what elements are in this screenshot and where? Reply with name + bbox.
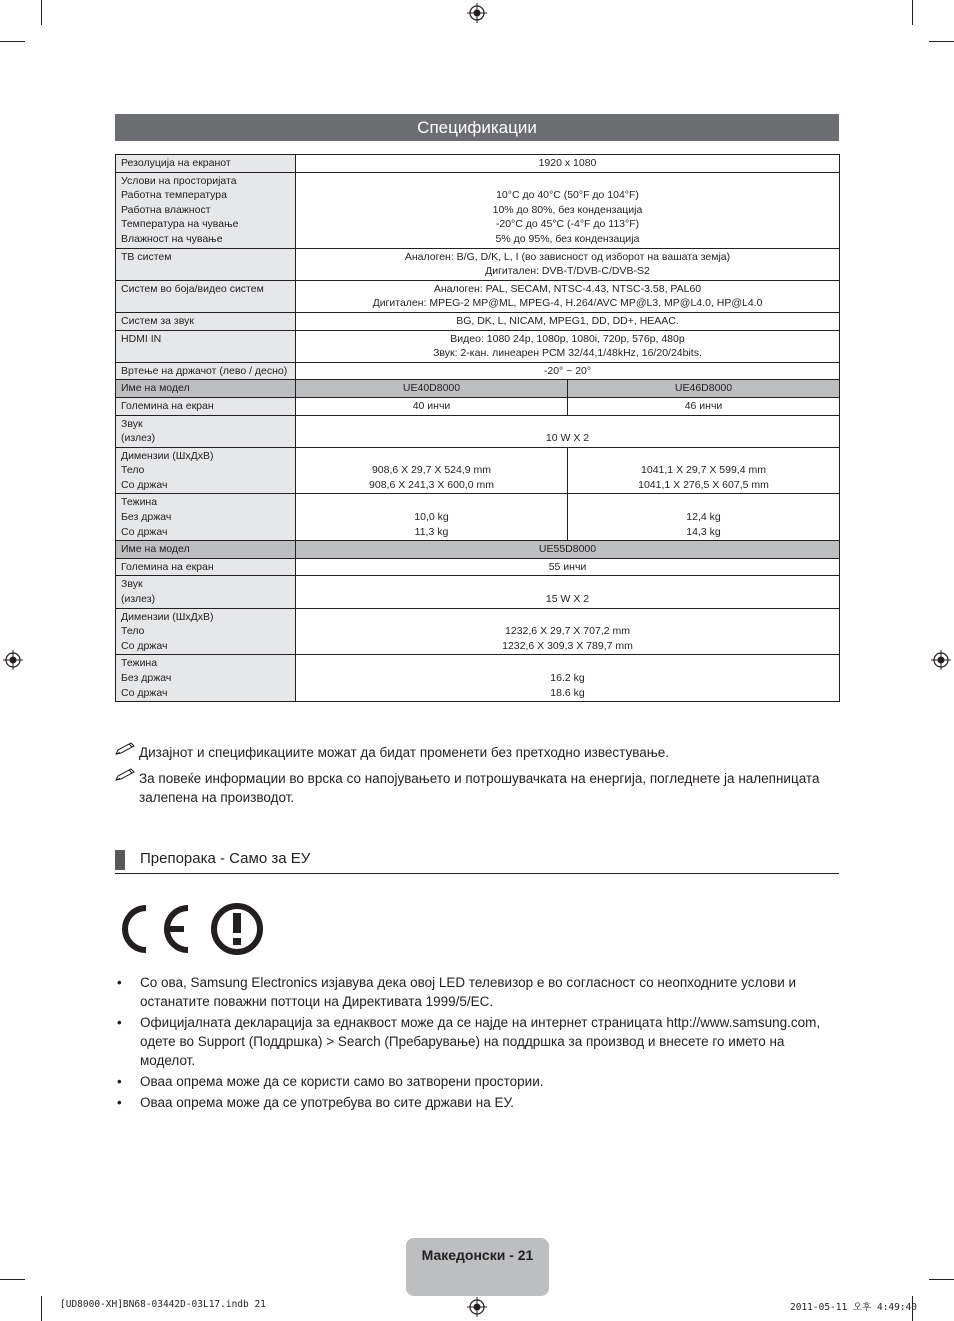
spec-value bbox=[296, 155, 840, 173]
table-row bbox=[116, 155, 840, 173]
spec-label-line: Со држач bbox=[121, 478, 168, 491]
table-row bbox=[116, 362, 840, 380]
spec-value-line: Аналоген: PAL, SECAM, NTSC-4.43, NTSC-3.58, PAL60 bbox=[433, 282, 702, 295]
spec-value bbox=[296, 608, 840, 655]
crop-mark bbox=[41, 1296, 42, 1321]
spec-value-line: 15 W X 2 bbox=[545, 593, 590, 606]
spec-label-line: Без држач bbox=[121, 511, 172, 524]
spec-value-line: 908,6 X 241,3 X 600,0 mm bbox=[369, 478, 494, 491]
spec-label-line: Систем во боја/видео систем bbox=[121, 282, 264, 295]
registration-mark-icon bbox=[467, 1297, 487, 1317]
crop-mark bbox=[912, 0, 913, 25]
spec-value-line: 11,3 kg bbox=[414, 525, 449, 538]
spec-label-line: Големина на екран bbox=[121, 399, 214, 412]
spec-label-line: Влажност на чување bbox=[121, 232, 223, 245]
spec-value-line: Дигитален: MPEG-2 MP@ML, MPEG-4, H.264/AVC MP@L3, MP@L4.0, HP@L4.0 bbox=[372, 297, 763, 310]
note bbox=[115, 743, 839, 762]
spec-label bbox=[116, 447, 296, 494]
spec-label-line: Работна температура bbox=[121, 189, 227, 202]
spec-value-line: 1232,6 X 29,7 X 707,2 mm bbox=[505, 625, 630, 638]
spec-value-line: 16.2 kg bbox=[550, 672, 585, 684]
spec-value-line: 5% до 95%, без кондензација bbox=[495, 232, 640, 245]
spec-label-line: Тело bbox=[121, 625, 145, 638]
table-row bbox=[116, 494, 840, 541]
spec-value-line: 1232,6 X 309,3 X 789,7 mm bbox=[502, 639, 633, 652]
spec-value-line: 40 инчи bbox=[412, 399, 451, 412]
spec-label-line: Тело bbox=[121, 464, 145, 477]
model-name-value bbox=[296, 541, 840, 559]
spec-value-line: BG, DK, L, NICAM, MPEG1, DD, DD+, HEAAC. bbox=[456, 314, 679, 327]
model-name: UE40D8000 bbox=[402, 382, 461, 395]
list-item: • Официјалната декларација за еднаквост може да се најде на интернет страницата http://www.samsung.com, одете во Support (Поддршка) > Search (Пребарување) на поддршка за производ и внесете го името на моделот. bbox=[115, 1013, 839, 1070]
spec-label-line: Со држач bbox=[121, 686, 168, 699]
spec-value-line: Звук: 2-кан. линеарен PCM 32/44,1/48kHz, 16/20/24bits. bbox=[433, 347, 702, 360]
spec-value bbox=[296, 172, 840, 248]
model-name-value-line: UE55D8000 bbox=[538, 543, 597, 556]
spec-value bbox=[296, 397, 568, 415]
spec-value-line: Видео: 1080 24p, 1080p, 1080i, 720p, 576p, 480p bbox=[450, 332, 685, 345]
spec-value bbox=[296, 415, 840, 447]
spec-table bbox=[115, 154, 840, 702]
spec-label-line: Големина на екран bbox=[121, 560, 214, 573]
table-row bbox=[116, 248, 840, 280]
footer-file-info: [UD8000-XH]BN68-03442D-03L17.indb 21 bbox=[60, 1299, 266, 1310]
model-name-label-line: Име на модел bbox=[121, 543, 190, 556]
registration-mark-icon bbox=[931, 650, 951, 670]
table-row bbox=[116, 576, 840, 608]
spec-label bbox=[116, 362, 296, 380]
model-name-label bbox=[116, 380, 296, 398]
table-row bbox=[116, 655, 840, 702]
spec-value bbox=[296, 330, 840, 362]
model-name-value bbox=[296, 380, 568, 398]
spec-value-line: 14,3 kg bbox=[686, 525, 721, 538]
page-title: Спецификации bbox=[115, 114, 839, 141]
section-divider bbox=[115, 873, 839, 874]
spec-label-line: Услови на просторијата bbox=[121, 174, 237, 187]
note-text: Дизајнот и спецификациите можат да бидат променети без претходно известување. bbox=[139, 745, 669, 760]
spec-label-line: Димензии (ШxДxВ) bbox=[121, 610, 214, 623]
spec-value bbox=[296, 558, 840, 576]
spec-label-line: ТВ систем bbox=[121, 250, 172, 263]
spec-label-line: Вртење на држачот (лево / десно) bbox=[121, 364, 288, 377]
table-row bbox=[116, 330, 840, 362]
page-number: Македонски - 21 bbox=[421, 1247, 534, 1263]
pencil-note-icon bbox=[115, 768, 137, 784]
spec-value-line: Дигитален: DVB-T/DVB-C/DVB-S2 bbox=[485, 265, 650, 278]
spec-label-line: Звук bbox=[121, 578, 143, 591]
spec-value-line: 908,6 X 29,7 X 524,9 mm bbox=[371, 464, 492, 477]
table-row bbox=[116, 397, 840, 415]
table-row bbox=[116, 608, 840, 655]
spec-label-line: Работна влажност bbox=[121, 203, 211, 216]
list-item: • Со ова, Samsung Electronics изјавува дека овој LED телевизор е во согласност со неопходните услови и останатите поважни поттоци на Директивата 1999/5/EC. bbox=[115, 973, 839, 1011]
table-row bbox=[116, 172, 840, 248]
spec-value bbox=[296, 494, 568, 541]
spec-value-line: 46 инчи bbox=[684, 399, 723, 412]
spec-value bbox=[296, 362, 840, 380]
spec-value bbox=[296, 655, 840, 702]
spec-label-line: Звук bbox=[121, 417, 143, 430]
spec-value-line: 10,0 kg bbox=[414, 511, 449, 524]
section-title: Препорака - Само за ЕУ bbox=[140, 850, 311, 867]
table-row bbox=[116, 541, 840, 559]
spec-value bbox=[296, 447, 568, 494]
registration-mark-icon bbox=[3, 650, 23, 670]
note-text: За повеќе информации во врска со напојувањето и потрошувачката на енергија, погледнете ја налепницата залепена на производот. bbox=[139, 771, 820, 805]
footer-timestamp: 2011-05-11 오후 4:49:40 bbox=[790, 1302, 918, 1313]
crop-mark bbox=[41, 0, 42, 25]
spec-value bbox=[568, 397, 840, 415]
spec-label-line: Тежина bbox=[121, 657, 158, 670]
model-name-label bbox=[116, 541, 296, 559]
spec-value-line: Аналоген: B/G, D/K, L, I (во зависност од изборот на вашата земја) bbox=[404, 250, 731, 263]
model-name-value bbox=[568, 380, 840, 398]
ce-alert-logo-icon bbox=[118, 900, 268, 958]
crop-mark bbox=[929, 1279, 954, 1280]
registration-mark-icon bbox=[467, 3, 487, 23]
pencil-note-icon bbox=[115, 742, 137, 758]
note bbox=[115, 769, 839, 807]
model-name: UE46D8000 bbox=[674, 382, 733, 395]
spec-label bbox=[116, 608, 296, 655]
spec-value-line: 10°C до 40°C (50°F до 104°F) bbox=[496, 189, 639, 202]
spec-label-line: HDMI IN bbox=[121, 332, 162, 345]
spec-label bbox=[116, 172, 296, 248]
spec-value-line: -20°C до 45°C (-4°F до 113°F) bbox=[495, 218, 640, 231]
table-row bbox=[116, 312, 840, 330]
spec-label-line: Температура на чување bbox=[121, 218, 239, 231]
spec-value-line: 10 W X 2 bbox=[545, 432, 590, 445]
spec-label-line: Димензии (ШxДxВ) bbox=[121, 449, 214, 462]
model-name-label-line: Име на модел bbox=[121, 382, 190, 395]
spec-value bbox=[568, 447, 840, 494]
table-row bbox=[116, 415, 840, 447]
spec-value-line: 1041,1 X 276,5 X 607,5 mm bbox=[638, 478, 769, 491]
spec-value bbox=[296, 280, 840, 312]
spec-label-line: Со држач bbox=[121, 639, 168, 652]
spec-value-line: 1920 x 1080 bbox=[538, 157, 597, 169]
list-item: • Оваа опрема може да се употребува во сите држави на ЕУ. bbox=[115, 1093, 839, 1112]
spec-label bbox=[116, 576, 296, 608]
table-row bbox=[116, 280, 840, 312]
spec-value-line: 10% до 80%, без кондензација bbox=[492, 203, 643, 216]
spec-label bbox=[116, 248, 296, 280]
spec-label bbox=[116, 558, 296, 576]
spec-label-line: Систем за звук bbox=[121, 314, 194, 327]
crop-mark bbox=[0, 41, 25, 42]
spec-label-line: (излез) bbox=[121, 593, 156, 606]
spec-label bbox=[116, 655, 296, 702]
spec-label bbox=[116, 330, 296, 362]
spec-value bbox=[296, 576, 840, 608]
crop-mark bbox=[0, 1279, 25, 1280]
list-item: • Оваа опрема може да се користи само во затворени простории. bbox=[115, 1072, 839, 1091]
section-marker bbox=[115, 850, 125, 870]
spec-label-line: Со држач bbox=[121, 525, 168, 538]
spec-label bbox=[116, 494, 296, 541]
spec-label bbox=[116, 312, 296, 330]
spec-label bbox=[116, 415, 296, 447]
spec-label-line: Без држач bbox=[121, 672, 172, 684]
spec-value-line: 18.6 kg bbox=[550, 686, 585, 699]
spec-value-line: -20° ~ 20° bbox=[543, 364, 592, 377]
spec-value-line: 55 инчи bbox=[548, 560, 587, 573]
table-row bbox=[116, 447, 840, 494]
crop-mark bbox=[929, 41, 954, 42]
bullet-list bbox=[115, 973, 839, 1114]
spec-value bbox=[296, 312, 840, 330]
spec-label-line: Резолуција на екранот bbox=[121, 157, 231, 169]
spec-value-line: 12,4 kg bbox=[686, 511, 721, 524]
table-row bbox=[116, 380, 840, 398]
spec-value bbox=[568, 494, 840, 541]
spec-label bbox=[116, 397, 296, 415]
spec-value-line: 1041,1 X 29,7 X 599,4 mm bbox=[641, 464, 766, 477]
spec-label-line: (излез) bbox=[121, 432, 156, 445]
spec-label-line: Тежина bbox=[121, 496, 158, 509]
table-row bbox=[116, 558, 840, 576]
spec-value bbox=[296, 248, 840, 280]
spec-label bbox=[116, 155, 296, 173]
spec-label bbox=[116, 280, 296, 312]
